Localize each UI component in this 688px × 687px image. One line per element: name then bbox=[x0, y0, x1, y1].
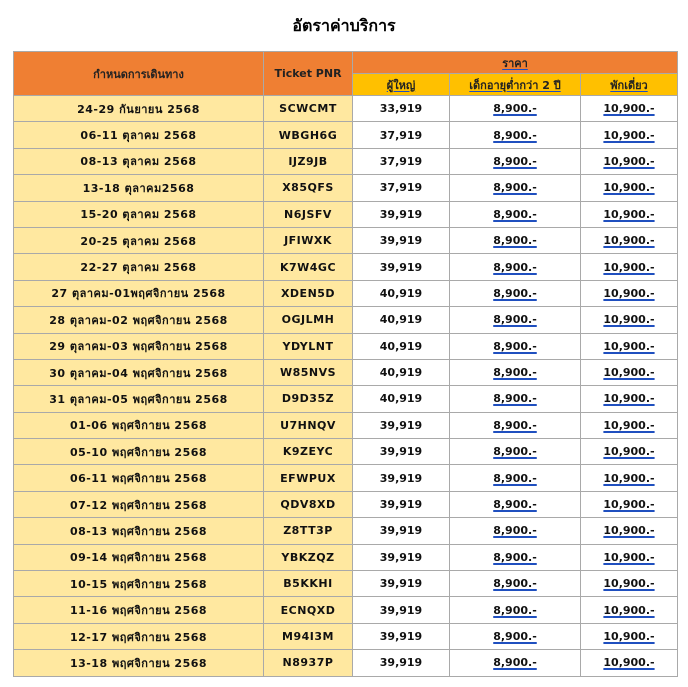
single-supplement-cell[interactable] bbox=[581, 386, 678, 412]
child-price-cell[interactable] bbox=[450, 227, 581, 253]
single-supplement-link[interactable]: 10,900.- bbox=[603, 577, 655, 591]
table-row bbox=[14, 280, 678, 306]
date-cell: 12-17 พฤศจิกายน 2568 bbox=[14, 623, 264, 649]
date-cell: 09-14 พฤศจิกายน 2568 bbox=[14, 544, 264, 570]
child-price-link[interactable]: 8,900.- bbox=[493, 339, 537, 353]
single-supplement-cell[interactable] bbox=[581, 491, 678, 517]
date-cell: 13-18 ตุลาคม2568 bbox=[14, 175, 264, 201]
single-supplement-link[interactable]: 10,900.- bbox=[603, 550, 655, 564]
single-supplement-link[interactable]: 10,900.- bbox=[603, 339, 655, 353]
header-price-label: ราคา bbox=[502, 56, 528, 70]
single-supplement-link[interactable]: 10,900.- bbox=[603, 207, 655, 221]
single-supplement-link[interactable]: 10,900.- bbox=[603, 445, 655, 459]
table-row bbox=[14, 333, 678, 359]
date-cell: 13-18 พฤศจิกายน 2568 bbox=[14, 650, 264, 676]
table-row bbox=[14, 650, 678, 676]
child-price-link[interactable]: 8,900.- bbox=[493, 286, 537, 300]
child-price-link[interactable]: 8,900.- bbox=[493, 630, 537, 643]
child-price-link[interactable]: 8,900.- bbox=[493, 418, 537, 432]
date-cell: 08-13 ตุลาคม 2568 bbox=[14, 148, 264, 174]
single-supplement-link[interactable]: 10,900.- bbox=[603, 418, 655, 432]
pnr-cell: YDYLNT bbox=[264, 333, 353, 359]
adult-price-cell: 39,919 bbox=[353, 518, 450, 544]
table-row bbox=[14, 571, 678, 597]
adult-price-cell: 39,919 bbox=[353, 465, 450, 491]
child-price-link[interactable]: 8,900.- bbox=[493, 498, 537, 512]
single-supplement-link[interactable]: 10,900.- bbox=[603, 524, 655, 538]
date-cell: 05-10 พฤศจิกายน 2568 bbox=[14, 439, 264, 465]
child-price-link[interactable]: 8,900.- bbox=[493, 656, 537, 670]
table-row bbox=[14, 544, 678, 570]
date-cell: 07-12 พฤศจิกายน 2568 bbox=[14, 491, 264, 517]
pnr-cell: K9ZEYC bbox=[264, 439, 353, 465]
child-price-cell[interactable] bbox=[450, 254, 581, 280]
child-price-link[interactable]: 8,900.- bbox=[493, 524, 537, 538]
child-price-cell[interactable] bbox=[450, 465, 581, 491]
pnr-cell: SCWCMT bbox=[264, 96, 353, 122]
header-price bbox=[353, 52, 678, 74]
adult-price-cell: 40,919 bbox=[353, 359, 450, 385]
header-pnr: Ticket PNR bbox=[264, 52, 353, 96]
rates-body bbox=[14, 96, 678, 677]
header-adult-label: ผู้ใหญ่ bbox=[386, 78, 416, 92]
child-price-cell[interactable] bbox=[450, 650, 581, 676]
child-price-cell[interactable] bbox=[450, 333, 581, 359]
single-supplement-cell[interactable] bbox=[581, 544, 678, 570]
single-supplement-link[interactable]: 10,900.- bbox=[603, 154, 655, 168]
pnr-cell: Z8TT3P bbox=[264, 518, 353, 544]
single-supplement-cell[interactable] bbox=[581, 439, 678, 465]
table-row bbox=[14, 96, 678, 122]
single-supplement-cell[interactable] bbox=[581, 254, 678, 280]
table-row bbox=[14, 227, 678, 253]
table-row bbox=[14, 307, 678, 333]
pnr-cell: ECNQXD bbox=[264, 597, 353, 623]
single-supplement-link[interactable]: 10,900.- bbox=[603, 630, 655, 643]
single-supplement-cell[interactable] bbox=[581, 148, 678, 174]
child-price-cell[interactable] bbox=[450, 597, 581, 623]
child-price-link[interactable]: 8,900.- bbox=[493, 550, 537, 564]
pnr-cell: D9D35Z bbox=[264, 386, 353, 412]
table-row bbox=[14, 623, 678, 649]
adult-price-cell: 39,919 bbox=[353, 623, 450, 649]
date-cell: 31 ตุลาคม-05 พฤศจิกายน 2568 bbox=[14, 386, 264, 412]
pnr-cell: K7W4GC bbox=[264, 254, 353, 280]
single-supplement-cell[interactable] bbox=[581, 623, 678, 649]
adult-price-cell: 39,919 bbox=[353, 439, 450, 465]
adult-price-cell: 37,919 bbox=[353, 175, 450, 201]
page-title: อัตราค่าบริการ bbox=[292, 16, 396, 35]
date-cell: 11-16 พฤศจิกายน 2568 bbox=[14, 597, 264, 623]
child-price-link[interactable]: 8,900.- bbox=[493, 603, 537, 617]
child-price-cell[interactable] bbox=[450, 280, 581, 306]
child-price-link[interactable]: 8,900.- bbox=[493, 577, 537, 591]
pnr-cell: M94I3M bbox=[264, 623, 353, 649]
adult-price-cell: 33,919 bbox=[353, 96, 450, 122]
adult-price-cell: 40,919 bbox=[353, 307, 450, 333]
child-price-cell[interactable] bbox=[450, 491, 581, 517]
child-price-cell[interactable] bbox=[450, 201, 581, 227]
adult-price-cell: 39,919 bbox=[353, 201, 450, 227]
single-supplement-cell[interactable] bbox=[581, 175, 678, 201]
single-supplement-cell[interactable] bbox=[581, 650, 678, 676]
child-price-cell[interactable] bbox=[450, 623, 581, 649]
adult-price-cell: 40,919 bbox=[353, 280, 450, 306]
single-supplement-cell[interactable] bbox=[581, 571, 678, 597]
date-cell: 28 ตุลาคม-02 พฤศจิกายน 2568 bbox=[14, 307, 264, 333]
table-row bbox=[14, 491, 678, 517]
pnr-cell: EFWPUX bbox=[264, 465, 353, 491]
table-row bbox=[14, 439, 678, 465]
date-cell: 06-11 พฤศจิกายน 2568 bbox=[14, 465, 264, 491]
single-supplement-cell[interactable] bbox=[581, 227, 678, 253]
pnr-cell: W85NVS bbox=[264, 359, 353, 385]
date-cell: 10-15 พฤศจิกายน 2568 bbox=[14, 571, 264, 597]
child-price-cell[interactable] bbox=[450, 518, 581, 544]
child-price-link[interactable]: 8,900.- bbox=[493, 313, 537, 327]
date-cell: 22-27 ตุลาคม 2568 bbox=[14, 254, 264, 280]
single-supplement-cell[interactable] bbox=[581, 122, 678, 148]
child-price-link[interactable]: 8,900.- bbox=[493, 128, 537, 142]
date-cell: 27 ตุลาคม-01พฤศจิกายน 2568 bbox=[14, 280, 264, 306]
header-schedule: กำหนดการเดินทาง bbox=[14, 52, 264, 96]
pnr-cell: U7HNQV bbox=[264, 412, 353, 438]
date-cell: 30 ตุลาคม-04 พฤศจิกายน 2568 bbox=[14, 359, 264, 385]
adult-price-cell: 39,919 bbox=[353, 227, 450, 253]
table-row bbox=[14, 359, 678, 385]
date-cell: 01-06 พฤศจิกายน 2568 bbox=[14, 412, 264, 438]
table-row bbox=[14, 518, 678, 544]
single-supplement-link[interactable]: 10,900.- bbox=[603, 234, 655, 248]
single-supplement-cell[interactable] bbox=[581, 465, 678, 491]
pnr-cell: QDV8XD bbox=[264, 491, 353, 517]
pnr-cell: N8937P bbox=[264, 650, 353, 676]
adult-price-cell: 37,919 bbox=[353, 122, 450, 148]
child-price-link[interactable]: 8,900.- bbox=[493, 392, 537, 406]
single-supplement-link[interactable]: 10,900.- bbox=[603, 471, 655, 485]
child-price-cell[interactable] bbox=[450, 386, 581, 412]
header-child bbox=[450, 74, 581, 96]
table-row bbox=[14, 201, 678, 227]
table-row bbox=[14, 386, 678, 412]
pnr-cell: B5KKHI bbox=[264, 571, 353, 597]
child-price-cell[interactable] bbox=[450, 175, 581, 201]
child-price-link[interactable]: 8,900.- bbox=[493, 207, 537, 221]
child-price-cell[interactable] bbox=[450, 122, 581, 148]
pnr-cell: N6JSFV bbox=[264, 201, 353, 227]
child-price-cell[interactable] bbox=[450, 148, 581, 174]
single-supplement-link[interactable]: 10,900.- bbox=[603, 313, 655, 327]
adult-price-cell: 40,919 bbox=[353, 386, 450, 412]
single-supplement-cell[interactable] bbox=[581, 518, 678, 544]
date-cell: 29 ตุลาคม-03 พฤศจิกายน 2568 bbox=[14, 333, 264, 359]
single-supplement-link[interactable]: 10,900.- bbox=[603, 392, 655, 406]
child-price-cell[interactable] bbox=[450, 359, 581, 385]
header-child-label: เด็กอายุต่ำกว่า 2 ปี bbox=[469, 78, 561, 92]
date-cell: 06-11 ตุลาคม 2568 bbox=[14, 122, 264, 148]
child-price-cell[interactable] bbox=[450, 96, 581, 122]
adult-price-cell: 39,919 bbox=[353, 544, 450, 570]
table-row bbox=[14, 597, 678, 623]
date-cell: 20-25 ตุลาคม 2568 bbox=[14, 227, 264, 253]
single-supplement-link[interactable]: 10,900.- bbox=[603, 128, 655, 142]
date-cell: 08-13 พฤศจิกายน 2568 bbox=[14, 518, 264, 544]
adult-price-cell: 39,919 bbox=[353, 491, 450, 517]
single-supplement-cell[interactable] bbox=[581, 412, 678, 438]
table-row bbox=[14, 148, 678, 174]
single-supplement-link[interactable]: 10,900.- bbox=[603, 181, 655, 195]
adult-price-cell: 39,919 bbox=[353, 412, 450, 438]
single-supplement-link[interactable]: 10,900.- bbox=[603, 260, 655, 274]
adult-price-cell: 37,919 bbox=[353, 148, 450, 174]
child-price-cell[interactable] bbox=[450, 307, 581, 333]
pnr-cell: XDEN5D bbox=[264, 280, 353, 306]
table-row bbox=[14, 254, 678, 280]
date-cell: 15-20 ตุลาคม 2568 bbox=[14, 201, 264, 227]
rates-table bbox=[13, 51, 678, 677]
pnr-cell: IJZ9JB bbox=[264, 148, 353, 174]
pnr-cell: WBGH6G bbox=[264, 122, 353, 148]
child-price-link[interactable]: 8,900.- bbox=[493, 366, 537, 380]
single-supplement-cell[interactable] bbox=[581, 333, 678, 359]
single-supplement-link[interactable]: 10,900.- bbox=[603, 286, 655, 300]
child-price-cell[interactable] bbox=[450, 571, 581, 597]
child-price-cell[interactable] bbox=[450, 412, 581, 438]
pnr-cell: OGJLMH bbox=[264, 307, 353, 333]
child-price-link[interactable]: 8,900.- bbox=[493, 154, 537, 168]
child-price-link[interactable]: 8,900.- bbox=[493, 102, 537, 116]
header-row-top bbox=[14, 52, 678, 74]
adult-price-cell: 39,919 bbox=[353, 597, 450, 623]
single-supplement-cell[interactable] bbox=[581, 597, 678, 623]
child-price-link[interactable]: 8,900.- bbox=[493, 445, 537, 459]
child-price-link[interactable]: 8,900.- bbox=[493, 471, 537, 485]
child-price-cell[interactable] bbox=[450, 439, 581, 465]
adult-price-cell: 39,919 bbox=[353, 254, 450, 280]
table-row bbox=[14, 122, 678, 148]
pnr-cell: YBKZQZ bbox=[264, 544, 353, 570]
single-supplement-link[interactable]: 10,900.- bbox=[603, 656, 655, 670]
adult-price-cell: 40,919 bbox=[353, 333, 450, 359]
single-supplement-cell[interactable] bbox=[581, 96, 678, 122]
single-supplement-cell[interactable] bbox=[581, 359, 678, 385]
child-price-cell[interactable] bbox=[450, 544, 581, 570]
adult-price-cell: 39,919 bbox=[353, 650, 450, 676]
single-supplement-link[interactable]: 10,900.- bbox=[603, 498, 655, 512]
child-price-link[interactable]: 8,900.- bbox=[493, 234, 537, 248]
header-single bbox=[581, 74, 678, 96]
single-supplement-link[interactable]: 10,900.- bbox=[603, 102, 655, 116]
pnr-cell: JFIWXK bbox=[264, 227, 353, 253]
table-row bbox=[14, 465, 678, 491]
header-single-label: พักเดี่ยว bbox=[610, 78, 648, 92]
single-supplement-cell[interactable] bbox=[581, 307, 678, 333]
single-supplement-link[interactable]: 10,900.- bbox=[603, 603, 655, 617]
child-price-link[interactable]: 8,900.- bbox=[493, 260, 537, 274]
adult-price-cell: 39,919 bbox=[353, 571, 450, 597]
single-supplement-link[interactable]: 10,900.- bbox=[603, 366, 655, 380]
date-cell: 24-29 กันยายน 2568 bbox=[14, 96, 264, 122]
header-adult bbox=[353, 74, 450, 96]
child-price-link[interactable]: 8,900.- bbox=[493, 181, 537, 195]
table-row bbox=[14, 412, 678, 438]
table-row bbox=[14, 175, 678, 201]
single-supplement-cell[interactable] bbox=[581, 201, 678, 227]
pnr-cell: X85QFS bbox=[264, 175, 353, 201]
single-supplement-cell[interactable] bbox=[581, 280, 678, 306]
